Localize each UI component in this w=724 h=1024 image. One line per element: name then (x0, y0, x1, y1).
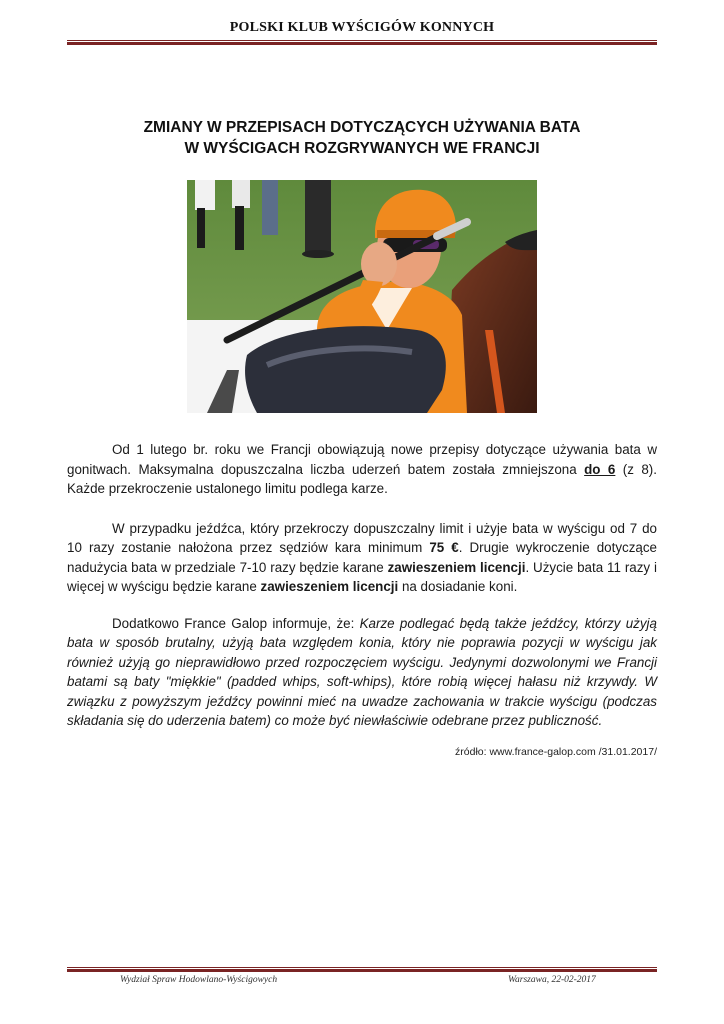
footer-rule (67, 967, 657, 972)
p1-max-strikes: do 6 (584, 461, 616, 477)
header-title: POLSKI KLUB WYŚCIGÓW KONNYCH (229, 20, 495, 35)
p3-text-1: Dodatkowo France Galop informuje, że: (112, 615, 360, 631)
document-title-line-2: W WYŚCIGACH ROZGRYWANYCH WE FRANCJI (184, 140, 540, 157)
body-text (67, 440, 657, 748)
p1-text-2: (z 8). Każde przekroczenie ustalonego limitu podlega karze. (67, 461, 657, 496)
p2-text-4: na dosiadanie koni. (398, 579, 518, 594)
paragraph-1 (67, 440, 657, 499)
source-citation: źródło: www.france-galop.com /31.01.2017/ (455, 746, 657, 758)
p2-suspension-1: zawieszeniem licencji (387, 559, 526, 575)
p2-suspension-2: zawieszeniem licencji (260, 579, 399, 594)
document-title-line-1: ZMIANY W PRZEPISACH DOTYCZĄCYCH UŻYWANIA BATA (143, 119, 581, 136)
header-rule (67, 40, 657, 45)
p2-text-3: . Użycie bata 11 razy i więcej w wyścigu będzie karane (67, 559, 657, 594)
p3-italic-quote: Karze podlegać będą także jeźdźcy, którzy użyją bata w sposób brutalny, użyją bata względem konia, który nie poprawia pozycji w wyścigu jak również użyją go nieprawidłowo przed rozpoczęciem wyścigu. Jedynymi dozwolonymi we Francji batami są baty "miękkie" (padded whips, soft-whips), które robią więcej hałasu niż krzywdy. W związku z powyższym jeźdźcy powinni mieć na uwadze zachowania w trakcie wyścigu (podczas składania się do uderzenia batem) co może być niewłaściwie odebrane przez publiczność. (67, 615, 657, 728)
p2-text-2: . Drugie wykroczenie dotyczące nadużycia bata w przedziale 7-10 razy będzie karane (67, 540, 658, 575)
jockey-photo (187, 180, 537, 413)
paragraph-3 (67, 614, 657, 731)
document-title (67, 117, 657, 159)
p2-text-1: W przypadku jeźdźca, który przekroczy dopuszczalny limit i użyje bata w wyścigu od 7 do 10 razy zostanie nałożona przez sędziów kara minimum (67, 520, 657, 555)
paragraph-2 (67, 519, 657, 597)
footer-date: Warszawa, 22-02-2017 (508, 975, 596, 985)
p2-fine-amount: 75 € (429, 540, 459, 555)
p1-text-1: Od 1 lutego br. roku we Francji obowiązują nowe przepisy dotyczące używania bata w gonitwach. Maksymalna dopuszczalna liczba uderzeń batem została zmniejszona (67, 442, 657, 477)
footer-department: Wydział Spraw Hodowlano-Wyścigowych (120, 975, 278, 985)
